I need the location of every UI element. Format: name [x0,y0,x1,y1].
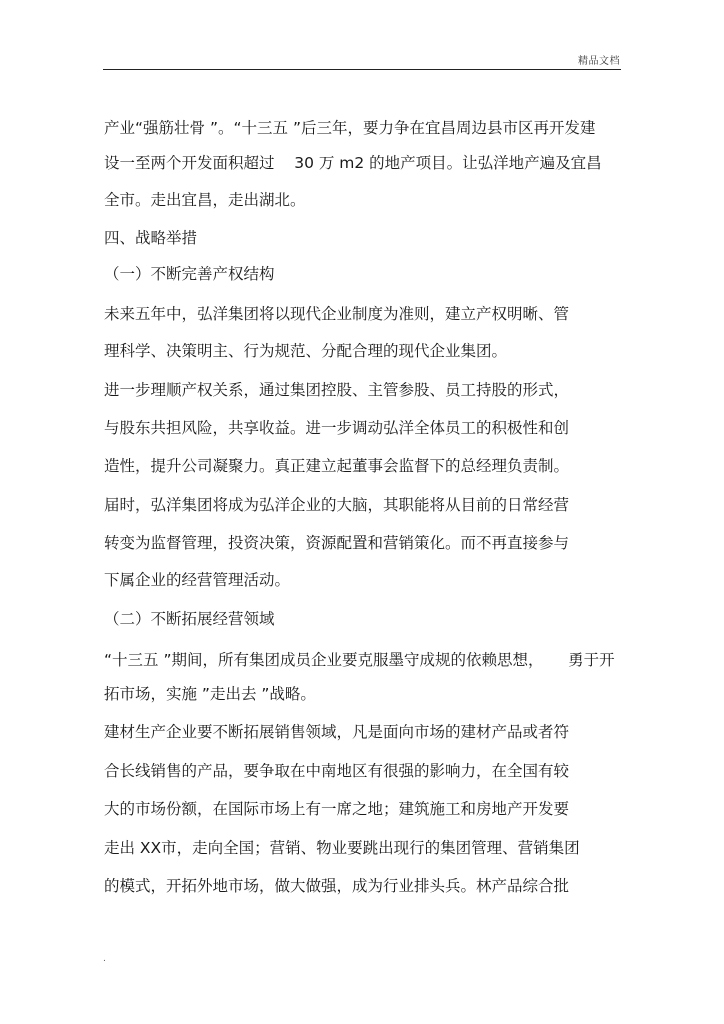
text-line: 大的市场份额，在国际市场上有一席之地；建筑施工和房地产开发要 [104,800,570,818]
footer-mark: . [103,954,106,964]
text-line: “十三五 ”期间，所有集团成员企业要克服墨守成规的依赖思想， 勇于开 [104,651,615,669]
text-line: 下属企业的经营管理活动。 [104,571,291,589]
section-heading: 四、战略举措 [104,229,198,247]
subsection-heading: （一）不断完善产权结构 [104,265,275,283]
text-line: 未来五年中，弘洋集团将以现代企业制度为准则，建立产权明晰、管 [104,305,570,323]
text-line: 转变为监督管理，投资决策，资源配置和营销策化。而不再直接参与 [104,534,570,552]
text-line: 造性，提升公司凝聚力。真正建立起董事会监督下的总经理负责制。 [104,457,570,475]
text-line: 建材生产企业要不断拓展销售领域，凡是面向市场的建材产品或者符 [104,723,570,741]
subsection-heading: （二）不断拓展经营领域 [104,610,275,628]
text-line: 与股东共担风险，共享收益。进一步调动弘洋全体员工的积极性和创 [104,419,570,437]
text-line: 届时，弘洋集团将成为弘洋企业的大脑，其职能将从目前的日常经营 [104,496,570,514]
text-line: 理科学、决策明主、行为规范、分配合理的现代企业集团。 [104,342,508,360]
text-line: 合长线销售的产品，要争取在中南地区有很强的影响力，在全国有较 [104,762,570,780]
text-line: 设一至两个开发面积超过 30 万 m2 的地产项目。让弘洋地产遍及宜昌 [104,154,602,172]
text-line: 产业“强筋壮骨 ”。“十三五 ”后三年，要力争在宜昌周边县市区再开发建 [104,119,596,137]
header-label: 精品文档 [578,56,620,67]
text-line: 进一步理顺产权关系，通过集团控股、主管参股、员工持股的形式， [104,381,570,399]
text-line: 拓市场，实施 ”走出去 ”战略。 [104,685,316,703]
text-line: 走出 XX市，走向全国；营销、物业要跳出现行的集团管理、营销集团 [104,839,580,857]
text-line: 全市。走出宜昌，走出湖北。 [104,191,306,209]
text-line: 的模式，开拓外地市场，做大做强，成为行业排头兵。林产品综合批 [104,877,570,895]
header-divider [103,69,621,70]
